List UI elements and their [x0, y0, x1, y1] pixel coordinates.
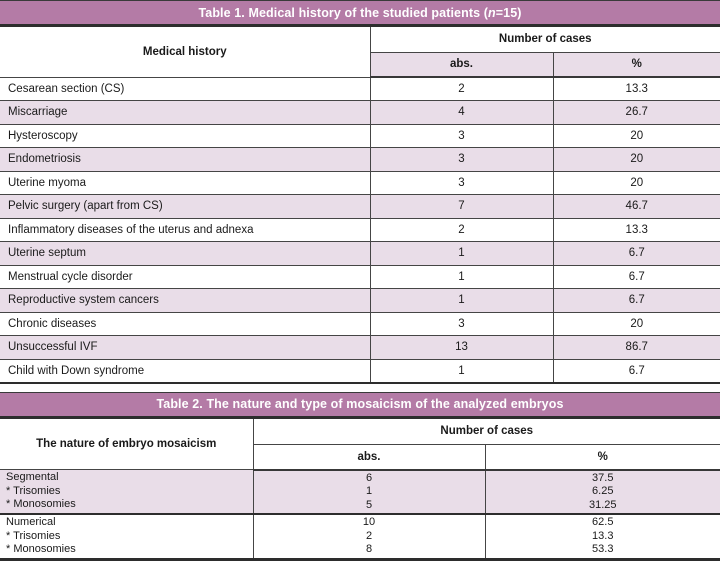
table1-row: [0, 171, 720, 195]
table1-cell-label: Endometriosis: [0, 148, 370, 172]
table1-header-row-1: [0, 27, 720, 52]
table1-cell-label: Reproductive system cancers: [0, 289, 370, 313]
table1-title: Table 1. Medical history of the studied patients (n=15): [198, 5, 522, 20]
table2: [0, 419, 720, 561]
table2-header-row-1: [0, 419, 720, 445]
table1-cell-pct: 6.7: [553, 242, 720, 266]
table1-cell-pct: 86.7: [553, 336, 720, 360]
table2-line-label: * Monosomies: [6, 543, 76, 555]
table1-row: [0, 77, 720, 101]
table1-cell-label: Uterine myoma: [0, 171, 370, 195]
table1-cell-abs: 1: [370, 242, 553, 266]
table1-cell-abs: 4: [370, 101, 553, 125]
table1-cell-pct: 13.3: [553, 77, 720, 101]
table1-cell-pct: 6.7: [553, 289, 720, 313]
table2-block: [0, 470, 720, 515]
table1-row: [0, 359, 720, 383]
table1-cell-abs: 3: [370, 124, 553, 148]
table2-line-abs: 2: [365, 529, 373, 542]
table1-col1-header: Medical history: [0, 27, 370, 77]
table2-line-abs: 1: [365, 485, 373, 497]
table1-cell-abs: 13: [370, 336, 553, 360]
table1-cell-abs: 7: [370, 195, 553, 219]
table1-cell-label: Chronic diseases: [0, 312, 370, 336]
table2-line-abs: 5: [365, 498, 373, 511]
table2-title-bar: [0, 392, 720, 419]
table2-group-header: Number of cases: [253, 419, 720, 445]
table1-row: [0, 124, 720, 148]
table1-cell-pct: 6.7: [553, 265, 720, 289]
table2-cell-abs: [253, 470, 485, 515]
table2-line-pct: 37.5: [592, 471, 614, 484]
table1-cell-label: Unsuccessful IVF: [0, 336, 370, 360]
table1-subheader-pct: %: [553, 52, 720, 77]
table1-cell-pct: 26.7: [553, 101, 720, 125]
table2-line-label: Numerical: [6, 516, 56, 528]
table2-cell-label: [0, 514, 253, 559]
table1-row: [0, 312, 720, 336]
table1-cell-pct: 20: [553, 171, 720, 195]
tables-gap: [0, 384, 720, 392]
table2-line-abs: 10: [362, 516, 376, 528]
table2-cell-abs: [253, 514, 485, 559]
table1-cell-label: Child with Down syndrome: [0, 359, 370, 383]
table2-line-abs: 6: [365, 471, 373, 484]
table1-cell-label: Pelvic surgery (apart from CS): [0, 195, 370, 219]
table1-cell-abs: 3: [370, 148, 553, 172]
table1-title-bar: [0, 0, 720, 27]
table1-cell-abs: 1: [370, 265, 553, 289]
table1-row: [0, 148, 720, 172]
table1-row: [0, 242, 720, 266]
table2-line-label: * Monosomies: [6, 498, 76, 511]
table2-subheader-abs: abs.: [253, 445, 485, 470]
table1-cell-label: Miscarriage: [0, 101, 370, 125]
table1-cell-abs: 3: [370, 171, 553, 195]
table1-row: [0, 289, 720, 313]
table2-line-label: * Trisomies: [6, 484, 61, 497]
table2-line-pct: 13.3: [592, 529, 614, 542]
table2-section: [0, 392, 720, 561]
table1-cell-abs: 3: [370, 312, 553, 336]
table1-cell-abs: 2: [370, 77, 553, 101]
table2-line-label: * Trisomies: [6, 529, 61, 542]
table1-subheader-abs: abs.: [370, 52, 553, 77]
table1-row: [0, 101, 720, 125]
table1: [0, 27, 720, 384]
table1-row: [0, 195, 720, 219]
table1-cell-label: Inflammatory diseases of the uterus and adnexa: [0, 218, 370, 242]
table1-cell-abs: 1: [370, 289, 553, 313]
table1-row: [0, 218, 720, 242]
table1-cell-label: Menstrual cycle disorder: [0, 265, 370, 289]
table1-row: [0, 336, 720, 360]
table1-cell-pct: 46.7: [553, 195, 720, 219]
table2-line-label: Segmental: [6, 471, 59, 484]
table2-line-pct: 53.3: [592, 543, 614, 555]
table1-cell-label: Uterine septum: [0, 242, 370, 266]
table1-cell-pct: 13.3: [553, 218, 720, 242]
table2-cell-pct: [485, 514, 720, 559]
table1-cell-pct: 20: [553, 148, 720, 172]
table2-line-pct: 6.25: [592, 485, 614, 497]
table2-line-pct: 31.25: [588, 498, 617, 511]
table2-col1-header: The nature of embryo mosaicism: [0, 419, 253, 470]
table1-cell-abs: 1: [370, 359, 553, 383]
table2-title: Table 2. The nature and type of mosaicism of the analyzed embryos: [156, 397, 564, 411]
table2-subheader-pct: %: [485, 445, 720, 470]
table1-cell-pct: 20: [553, 312, 720, 336]
table2-cell-pct: [485, 470, 720, 515]
table1-cell-abs: 2: [370, 218, 553, 242]
table2-line-abs: 8: [365, 543, 373, 555]
table1-row: [0, 265, 720, 289]
table2-line-pct: 62.5: [592, 516, 614, 528]
table2-cell-label: [0, 470, 253, 515]
table1-cell-pct: 20: [553, 124, 720, 148]
table1-cell-label: Hysteroscopy: [0, 124, 370, 148]
table2-block: [0, 514, 720, 559]
table1-cell-pct: 6.7: [553, 359, 720, 383]
table1-group-header: Number of cases: [370, 27, 720, 52]
table1-cell-label: Cesarean section (CS): [0, 77, 370, 101]
